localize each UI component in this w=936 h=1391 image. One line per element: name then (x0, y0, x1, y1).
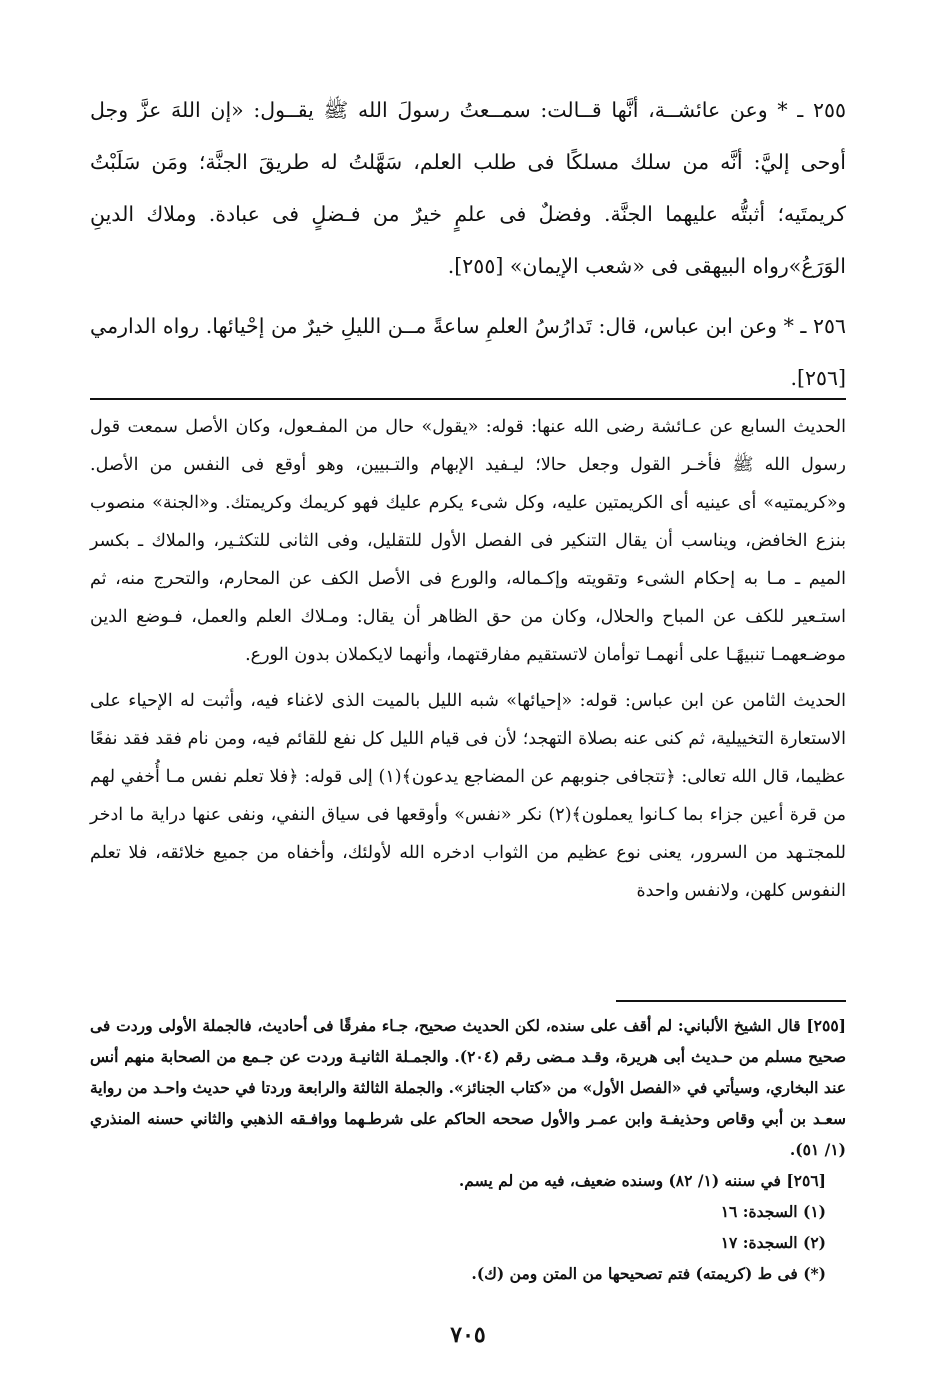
commentary-section (90, 408, 846, 910)
footnote-256: [٢٥٦] في سننه (١/ ٨٢) وسنده ضعيف، فيه من لم يسم. (458, 1171, 826, 1190)
commentary-hadith-7: الحديث السابع عن عـائشة رضى الله عنها: قوله: «يقول» حال من المفـعول، وكان الأصل سمعت قول رسول الله ﷺ فأخـر القول وجعل حالا؛ ليـفيد الإبهام والتـبيين، وهو أوقع فى النفس من الأصل. و«كريمتيه» أى عينيه أى الكريمتين عليه، وكل شىء يكرم عليك فهو كريمك وكريمتك. و«الجنة» منصوب بنزع الخافض، ويناسب أن يقال التنكير فى الفصل الأول للتقليل، وفى الثانى للتكثـير، والملاك ـ بكسر الميم ـ مـا به إحكام الشىء وتقويته وإكـماله، والورع فى الأصل الكف عن المحارم، والتحرج منه، ثم استـعير للكف عن المباح والحلال، وكان من حق الظاهر أن يقال: ومـلاك العلم والعمل، فـوضع الدين موضـعهمـا تنبيهًـا على أنهمـا توأمان لاتستقيم مفارقتهما، وأنهما لايكملان بدون الورع. (90, 417, 846, 665)
footnotes-section (90, 1010, 846, 1289)
commentary-hadith-8: الحديث الثامن عن ابن عباس: قوله: «إحيائها» شبه الليل بالميت الذى لاغناء فيه، وأثبت له الإحياء على الاستعارة التخييلية، ثم كنى عنه بصلاة التهجد؛ لأن فى قيام الليل كل نفع للقائم فيه، ومن نام فقد فقد نفعًا عظيما، قال الله تعالى: ﴿تتجافى جنوبهم عن المضاجع يدعون﴾(١) إلى قوله: ﴿فلا تعلم نفس مـا أُخفي لهم من قرة أعين جزاء بما كـانوا يعملون﴾(٢) نكر «نفس» وأوقعها فى سياق النفي، ونفى عنها دراية ما ادخر للمجتـهد من السرور، يعنى نوع عظيم من الثواب ادخره الله لأولئك، وأخفاه من جميع خلائقه، فلا تعلم النفوس كلهن، ولانفس واحدة (90, 691, 846, 901)
hadith-255: ٢٥٥ ـ * وعن عائشــة، أنَّها قــالت: سمــعتُ رسولَ الله ﷺ يقــول: «إن اللهَ عزَّ وجل أوحى إليَّ: أنَّه من سلك مسلكًا فى طلب العلم، سَهَّلتُ له طريقَ الجنَّة؛ ومَن سَلَبْتُ كريمتَيه؛ أثبتُّه عليهما الجنَّة. وفضلٌ فى علمٍ خيرٌ من فـضلٍ فى عبادة. وملاك الدينِ الوَرَعُ»رواه البيهقى فى «شعب الإيمان» [٢٥٥]. (90, 98, 846, 278)
hadith-256: ٢٥٦ ـ * وعن ابن عباس، قال: تَدارُسُ العلمِ ساعةً مــن الليلِ خيرٌ من إحْيائها. رواه الدارمي [٢٥٦]. (90, 314, 846, 390)
hadith-section (90, 84, 846, 404)
page-number: ٧٠٥ (450, 1322, 486, 1348)
footnote-255: [٢٥٥] قال الشيخ الألباني: لم أقف على سنده، لكن الحديث صحيح، جـاء مفرقًا فى أحاديث، فالجملة الأولى وردت فى صحيح مسلم من حـديث أبى هريرة، وقـد مـضى رقم (٢٠٤). والجمـلة الثانيـة وردت عن جـمع من الصحابة منهم أنس عند البخاري، وسيأتي في «الفصل الأول» من «كتاب الجنائز». والجملة الثالثة والرابعة وردتا في حديث واحـد من رواية سعـد بن أبي وقاص وحذيفـة وابن عمـر والأول صححه الحاكم على شرطـهما ووافـقه الذهبي والثاني حسنه المنذري (١/ ٥١). (90, 1016, 847, 1159)
footnote-2: (٢) السجدة: ١٧ (720, 1233, 826, 1252)
footnote-star: (*) فى ط (كريمته) فتم تصحيحها من المتن ومن (ك). (471, 1264, 826, 1283)
footnote-divider (616, 1000, 846, 1002)
footnote-1: (١) السجدة: ١٦ (720, 1202, 826, 1221)
section-divider (90, 398, 846, 400)
